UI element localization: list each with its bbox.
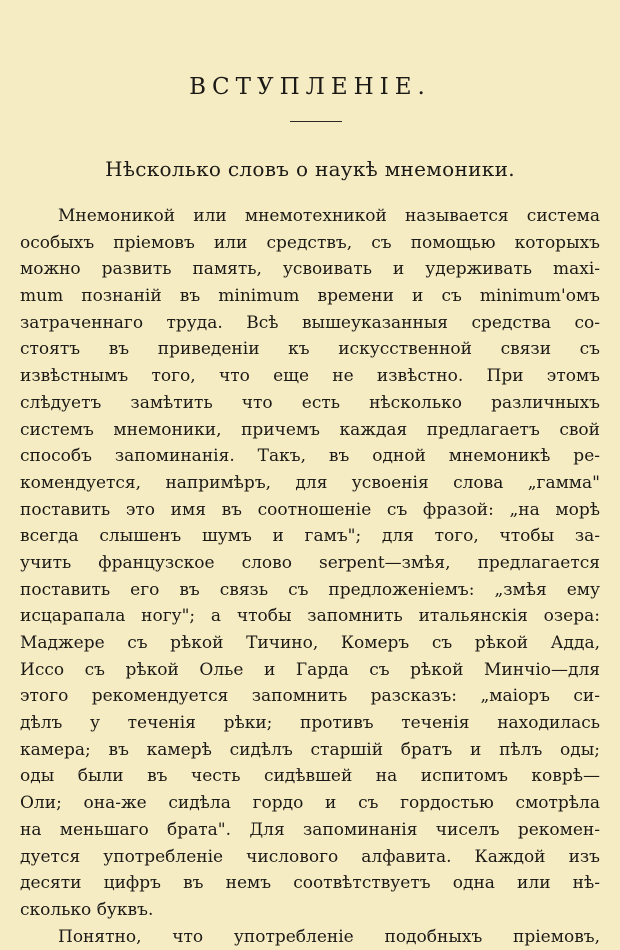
- text-line: способъ запоминанія. Такъ, въ одной мнемоникѣ ре-: [20, 446, 600, 467]
- text-line: mum познаній въ minimum времени и съ minimum'омъ: [20, 286, 600, 307]
- text-line: Оли; она-же сидѣла гордо и съ гордостью смотрѣла: [20, 793, 600, 814]
- text-line: учить французское слово serpent—змѣя, предлагается: [20, 552, 600, 573]
- text-line: десяти цифръ въ немъ соотвѣтствуетъ одна или нѣ-: [20, 873, 600, 894]
- text-line: особыхъ пріемовъ или средствъ, съ помощью которыхъ: [20, 232, 600, 253]
- text-line: Мнемоникой или мнемотехникой называется система: [58, 206, 600, 226]
- text-line: этого рекомендуется запомнить разсказъ: „маіоръ си-: [20, 686, 600, 707]
- text-line: Понятно, что употребленіе подобныхъ пріемовъ,: [58, 926, 600, 947]
- text-line: можно развить память, усвоивать и удерживать maxi-: [20, 259, 600, 280]
- text-line: Маджере съ рѣкой Тичино, Комеръ съ рѣкой Адда,: [20, 633, 600, 653]
- text-line: оды были въ честь сидѣвшей на испитомъ коврѣ—: [20, 766, 600, 787]
- text-line: системъ мнемоники, причемъ каждая предлагаетъ свой: [20, 419, 600, 440]
- text-line: дѣлъ у теченія рѣки; противъ теченія находилась: [20, 713, 600, 734]
- text-line: затраченнаго труда. Всѣ вышеуказанныя средства со-: [20, 312, 600, 333]
- text-line: поставить это имя въ соотношеніе съ фразой: „на морѣ: [20, 499, 600, 520]
- text-line: сколько буквъ.: [20, 899, 154, 920]
- text-line: камера; въ камерѣ сидѣлъ старшій братъ и пѣлъ оды;: [20, 739, 600, 760]
- chapter-title: ВСТУПЛЕНІЕ.: [189, 74, 431, 100]
- text-line: всегда слышенъ шумъ и гамъ"; для того, чтобы за-: [20, 526, 600, 547]
- text-line: комендуется, напримѣръ, для усвоенія слова „гамма": [20, 472, 600, 493]
- text-line: исцарапала ногу"; а чтобы запомнить итальянскія озера:: [20, 606, 600, 627]
- section-subtitle: Нѣсколько словъ о наукѣ мнемоники.: [105, 157, 515, 181]
- text-line: извѣстнымъ того, что еще не извѣстно. При этомъ: [20, 366, 600, 387]
- text-line: дуется употребленіе числового алфавита. Каждой изъ: [20, 846, 600, 867]
- text-line: Иссо съ рѣкой Олье и Гарда съ рѣкой Минчіо—для: [20, 659, 600, 680]
- text-line: на меньшаго брата". Для запоминанія чиселъ рекомен-: [20, 819, 600, 840]
- body-text: [20, 203, 600, 950]
- text-line: поставить его въ связь съ предложеніемъ: „змѣя ему: [20, 579, 600, 600]
- text-line: слѣдуетъ замѣтить что есть нѣсколько различныхъ: [20, 392, 600, 413]
- title-divider: [290, 121, 342, 122]
- text-line: стоятъ въ приведеніи къ искусственной связи съ: [20, 339, 600, 360]
